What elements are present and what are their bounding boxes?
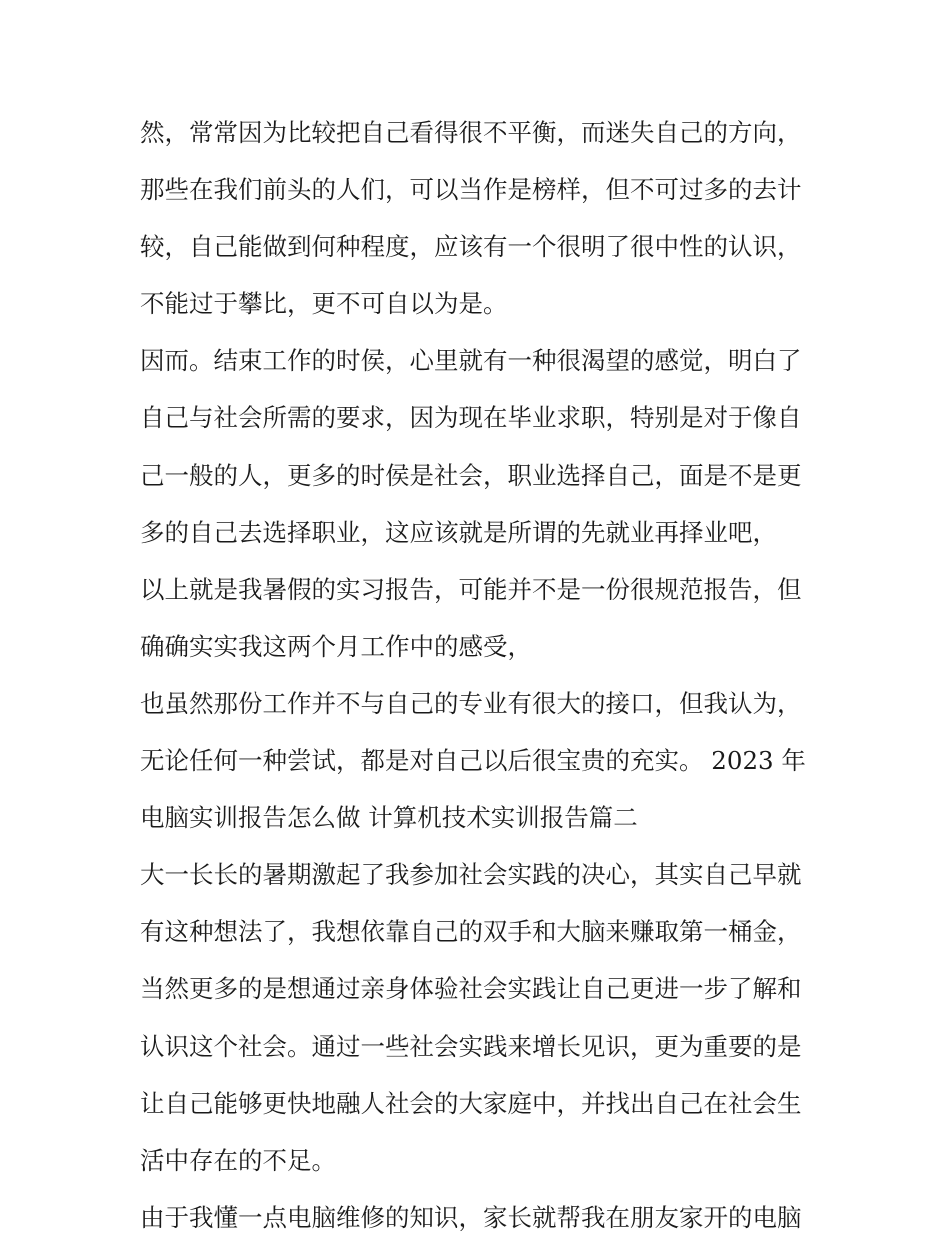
text-line-11: 也虽然那份工作并不与自己的专业有很大的接口，但我认为， xyxy=(140,688,802,718)
text-line-5: 因而。结束工作的时侯，心里就有一种很渴望的感觉，明白了 xyxy=(140,346,802,376)
text-line-20: 由于我懂一点电脑维修的知识，家长就帮我在朋友家开的电脑 xyxy=(140,1202,802,1232)
text-line-8: 多的自己去选择职业，这应该就是所谓的先就业再择业吧， xyxy=(140,517,777,547)
text-line-16: 当然更多的是想通过亲身体验社会实践让自己更进一步了解和 xyxy=(140,974,802,1004)
text-line-17: 认识这个社会。通过一些社会实践来增长见识，更为重要的是 xyxy=(140,1031,802,1061)
text-line-3: 较，自己能做到何种程度，应该有一个很明了很中性的认识， xyxy=(140,232,802,262)
text-line-12: 无论任何一种尝试，都是对自己以后很宝贵的充实。 2023 年 xyxy=(140,746,806,776)
text-line-7: 己一般的人，更多的时侯是社会，职业选择自己，面是不是更 xyxy=(140,460,802,490)
text-line-15: 有这种想法了，我想依靠自己的双手和大脑来赚取第一桶金， xyxy=(140,917,802,947)
body-text xyxy=(140,104,840,1246)
section-heading: 电脑实训报告怎么做 计算机技术实训报告篇二 xyxy=(140,803,638,833)
text-line-6: 自己与社会所需的要求，因为现在毕业求职，特别是对于像自 xyxy=(140,403,802,433)
text-line-9: 以上就是我暑假的实习报告，可能并不是一份很规范报告，但 xyxy=(140,574,802,604)
text-line-14: 大一长长的暑期激起了我参加社会实践的决心，其实自己早就 xyxy=(140,860,802,890)
text-line-10: 确确实实我这两个月工作中的感受， xyxy=(140,631,532,661)
text-line-19: 活中存在的不足。 xyxy=(140,1145,336,1175)
text-line-2: 那些在我们前头的人们，可以当作是榜样，但不可过多的去计 xyxy=(140,175,802,205)
text-line-18: 让自己能够更快地融人社会的大家庭中，并找出自己在社会生 xyxy=(140,1088,802,1118)
text-line-4: 不能过于攀比，更不可自以为是。 xyxy=(140,289,508,319)
text-line-1: 然，常常因为比较把自己看得很不平衡，而迷失自己的方向， xyxy=(140,118,802,147)
